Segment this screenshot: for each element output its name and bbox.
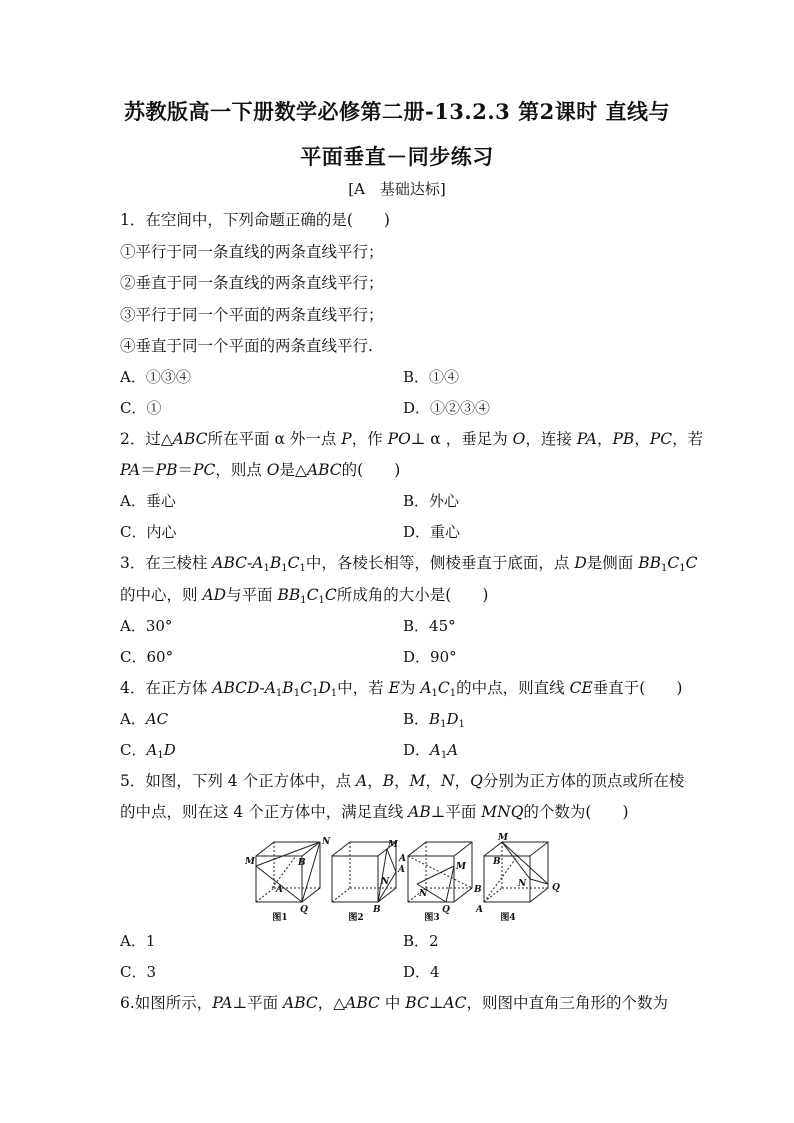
q1-option-b: B．①④ [403,368,460,386]
q4-option-b: B．$B_1D_1$ [403,710,465,730]
svg-text:图1: 图1 [272,913,288,923]
q6-stem-line-1: 6.如图所示，PA⊥平面 ABC，△ABC 中 BC⊥AC，则图中直角三角形的个数为 [120,994,668,1012]
q2-option-b: B．外心 [403,492,460,510]
q5-stem-line-1: 5．如图，下列 4 个正方体中，点 A，B，M，N，Q分别为正方体的顶点或所在棱 [120,772,685,790]
svg-text:B: B [298,858,306,868]
q1-option-c: C．① [120,399,162,417]
svg-text:B: B [474,885,482,895]
q1-statement-2: ②垂直于同一条直线的两条直线平行； [120,274,384,292]
q4-option-a: A．AC [120,710,169,728]
q4-option-c: C．$A_1D$ [120,741,176,761]
svg-text:A: A [276,885,283,895]
q1-option-a: A．①③④ [120,368,191,386]
cube-figure-4 [484,842,548,902]
document-title-line-1: 苏教版高一下册数学必修第二册-13.2.3 第2课时 直线与 [123,99,671,124]
svg-text:图3: 图3 [424,913,440,923]
svg-text:M: M [245,857,255,867]
svg-text:Q: Q [300,905,308,915]
svg-text:Q: Q [552,883,560,893]
q1-statement-4: ④垂直于同一个平面的两条直线平行. [120,337,373,355]
document-title-line-2: 平面垂直－同步练习 [300,144,494,169]
svg-text:M: M [498,833,508,843]
svg-text:A: A [398,865,405,875]
q5-option-c: C．3 [120,963,157,981]
svg-text:N: N [322,837,331,847]
q5-option-b: B．2 [403,932,439,950]
q4-stem: 4．在正方体 ABCD-$A_1B_1C_1D_1$中，若 E为 $A_1C_1$的中点，则直线 CE垂直于( ) [120,679,683,699]
q4-option-d: D．$A_1A$ [403,741,459,761]
svg-text:M: M [388,840,398,850]
svg-text:N: N [381,877,390,887]
svg-text:B: B [493,857,501,867]
q2-option-d: D．重心 [403,523,461,541]
svg-text:A: A [476,905,483,915]
svg-text:M: M [456,862,466,872]
cube-figure-3 [408,842,472,902]
svg-text:B: B [373,905,381,915]
q2-stem-line-1: 2．过△ABC所在平面 α 外一点 P，作 PO⊥ α ，垂足为 O，连接 PA，PB，PC，若 [120,430,704,448]
q2-option-c: C．内心 [120,523,177,541]
q5-cube-figures [236,832,560,923]
svg-text:N: N [518,879,527,889]
svg-text:图4: 图4 [500,913,516,923]
q1-option-d: D．①②③④ [403,399,491,417]
q3-option-b: B．45° [403,617,456,635]
svg-text:N: N [419,889,428,899]
q5-stem-line-2: 的中点，则在这 4 个正方体中，满足直线 AB⊥平面 MNQ的个数为( ) [120,803,629,821]
q3-stem-line-1: 3．在三棱柱 ABC-$A_1B_1C_1$中，各棱长相等，侧棱垂直于底面，点 D是侧面 $BB_1C_1C$ [120,554,698,574]
q3-option-c: C．60° [120,648,174,666]
q1-stem: 1．在空间中，下列命题正确的是( ) [120,211,390,229]
svg-text:Q: Q [442,905,450,915]
q3-stem-line-2: 的中心，则 AD与平面 $BB_1C_1C$所成角的大小是( ) [120,586,489,606]
q3-option-a: A．30° [120,617,173,635]
svg-text:A: A [399,854,406,864]
q1-statement-3: ③平行于同一个平面的两条直线平行； [120,306,384,324]
q1-statement-1: ①平行于同一条直线的两条直线平行； [120,243,384,261]
section-heading: [A 基础达标] [348,180,446,198]
cube-figure-1 [256,842,320,902]
cube-figure-2 [332,842,396,902]
q2-stem-line-2: PA＝PB＝PC，则点 O是△ABC的( ) [120,461,401,479]
svg-text:图2: 图2 [348,913,364,923]
q3-option-d: D．90° [403,648,457,666]
q2-option-a: A．垂心 [120,492,176,510]
q5-option-a: A．1 [120,932,156,950]
q5-option-d: D．4 [403,963,440,981]
